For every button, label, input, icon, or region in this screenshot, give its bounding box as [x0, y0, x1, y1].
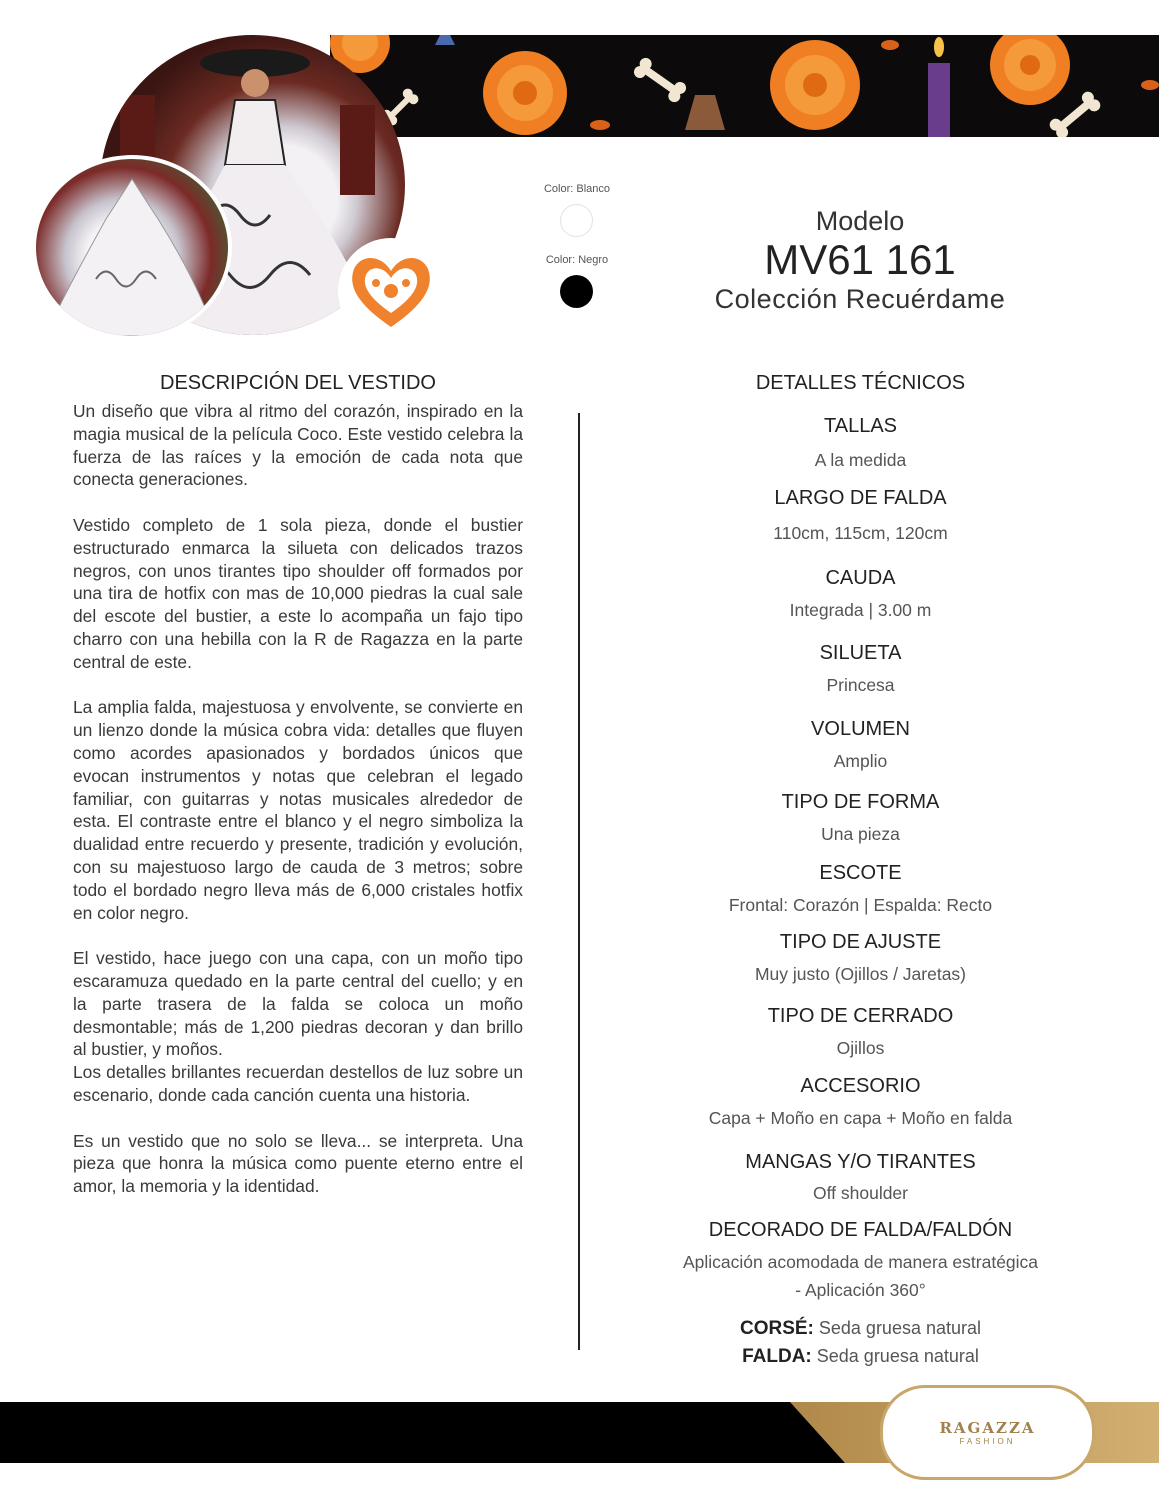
description-paragraph: Un diseño que vibra al ritmo del corazón, inspirado en la magia musical de la película Coco. Este vestido celebra la fuerza de las raíces y la emoción de cada nota que conecta generaciones.	[73, 401, 523, 490]
corse-row	[620, 1318, 1101, 1340]
day-of-dead-pattern	[330, 35, 1159, 137]
volumen-heading: VOLUMEN	[811, 718, 910, 740]
decorado-value-line1: Aplicación acomodada de manera estratégica	[682, 1252, 1039, 1272]
heart-icon	[346, 251, 436, 331]
tallas-heading: TALLAS	[824, 415, 897, 437]
color-label-blanco: Color: Blanco	[543, 183, 611, 195]
description-paragraph: La amplia falda, majestuosa y envolvente, se convierte en un lienzo donde la música cobra vida: detalles que fluyen como acordes apasionados y bordados únicos que evocan instrumentos y notas que celebran el legado familiar, con guitarras y notas musicales alrededor de esta. El contraste entre el blanco y el negro simboliza la dualidad entre recuerdo y presente, tradición y evolución, con su majestuoso largo de cauda de 3 metros; sobre todo el bordado negro lleva más de 6,000 cristales hotfix en color negro.	[73, 697, 523, 923]
dress-illustration	[36, 159, 228, 336]
candle-icon	[928, 37, 950, 137]
cauda-heading: CAUDA	[825, 567, 896, 589]
decorative-banner	[330, 35, 1159, 137]
color-label-negro: Color: Negro	[545, 254, 609, 266]
silueta-value: Princesa	[826, 675, 895, 695]
corse-value: Seda gruesa natural	[818, 1318, 982, 1338]
decor-shape-icon	[435, 35, 455, 45]
bone-icon	[1047, 89, 1103, 137]
description-paragraph: Los detalles brillantes recuerdan destellos de luz sobre un escenario, donde cada canción cuenta una historia.	[73, 1062, 523, 1105]
ajuste-heading: TIPO DE AJUSTE	[779, 931, 942, 953]
accesorio-value: Capa + Moño en capa + Moño en falda	[708, 1108, 1013, 1128]
description-title: DESCRIPCIÓN DEL VESTIDO	[160, 372, 436, 394]
forma-heading: TIPO DE FORMA	[781, 791, 940, 813]
decor-shape-icon	[685, 95, 725, 130]
heart-badge	[338, 238, 444, 344]
description-paragraph: Es un vestido que no solo se lleva... se interpreta. Una pieza que honra la música como puente eterno entre el amor, la memoria y la identidad.	[73, 1130, 523, 1197]
mangas-value: Off shoulder	[812, 1183, 908, 1203]
corse-label: CORSÉ:	[739, 1318, 814, 1339]
escote-heading: ESCOTE	[819, 862, 902, 884]
leaf-icon	[590, 120, 610, 130]
leaf-icon	[881, 40, 899, 50]
model-code: MV61 161	[764, 236, 956, 283]
marigold-flower-icon	[990, 35, 1070, 105]
silueta-heading: SILUETA	[819, 642, 902, 664]
brand-name: RAGAZZA	[939, 1419, 1036, 1437]
falda-row	[620, 1346, 1101, 1368]
volumen-value: Amplio	[833, 751, 888, 771]
largo-value: 110cm, 115cm, 120cm	[773, 523, 948, 543]
column-divider	[578, 413, 580, 1350]
cerrado-value: Ojillos	[836, 1038, 885, 1058]
model-heading	[640, 205, 1080, 315]
forma-value: Una pieza	[821, 824, 900, 844]
color-swatch-negro[interactable]	[560, 275, 593, 308]
escote-value: Frontal: Corazón | Espalda: Recto	[728, 895, 993, 915]
cauda-value: Integrada | 3.00 m	[789, 600, 932, 620]
dress-photo-secondary	[32, 155, 232, 340]
description-paragraph: Vestido completo de 1 sola pieza, donde el bustier estructurado enmarca la silueta con delicados trazos negros, con unos tirantes tipo shoulder off formados por una tira de hotfix con mas de 10,000 piedras la cual sale del escote del bustier, a este lo acompaña un fajo tipo charro con una hebilla con la R de Ragazza en la parte central de este.	[73, 514, 523, 672]
decorado-heading: DECORADO DE FALDA/FALDÓN	[708, 1219, 1013, 1241]
marigold-flower-icon	[770, 40, 860, 130]
falda-value: Seda gruesa natural	[816, 1346, 979, 1366]
decorado-value-line2: - Aplicación 360°	[795, 1280, 926, 1300]
model-collection: Colección Recuérdame	[714, 284, 1006, 314]
tech-title: DETALLES TÉCNICOS	[755, 372, 966, 394]
brand-subtitle: FASHION	[959, 1437, 1016, 1446]
ajuste-value: Muy justo (Ojillos / Jaretas)	[754, 964, 967, 984]
largo-heading: LARGO DE FALDA	[774, 487, 947, 509]
brand-logo	[880, 1385, 1095, 1480]
bone-icon	[632, 56, 689, 105]
falda-label: FALDA:	[742, 1346, 812, 1367]
accesorio-heading: ACCESORIO	[800, 1075, 921, 1097]
description-paragraph: El vestido, hace juego con una capa, con un moño tipo escaramuza quedado en la parte central del cuello; y en la parte trasera de la falda se coloca un moño desmontable; más de 1,200 piedras decoran y dan brillo al bustier, y moños.	[73, 948, 523, 1060]
description-body	[73, 400, 523, 1221]
tallas-value: A la medida	[814, 450, 907, 470]
marigold-flower-icon	[483, 51, 567, 135]
color-swatch-blanco[interactable]	[560, 204, 593, 237]
leaf-icon	[1141, 80, 1159, 90]
cerrado-heading: TIPO DE CERRADO	[767, 1005, 954, 1027]
model-label: Modelo	[815, 206, 905, 236]
mangas-heading: MANGAS Y/O TIRANTES	[745, 1151, 976, 1173]
